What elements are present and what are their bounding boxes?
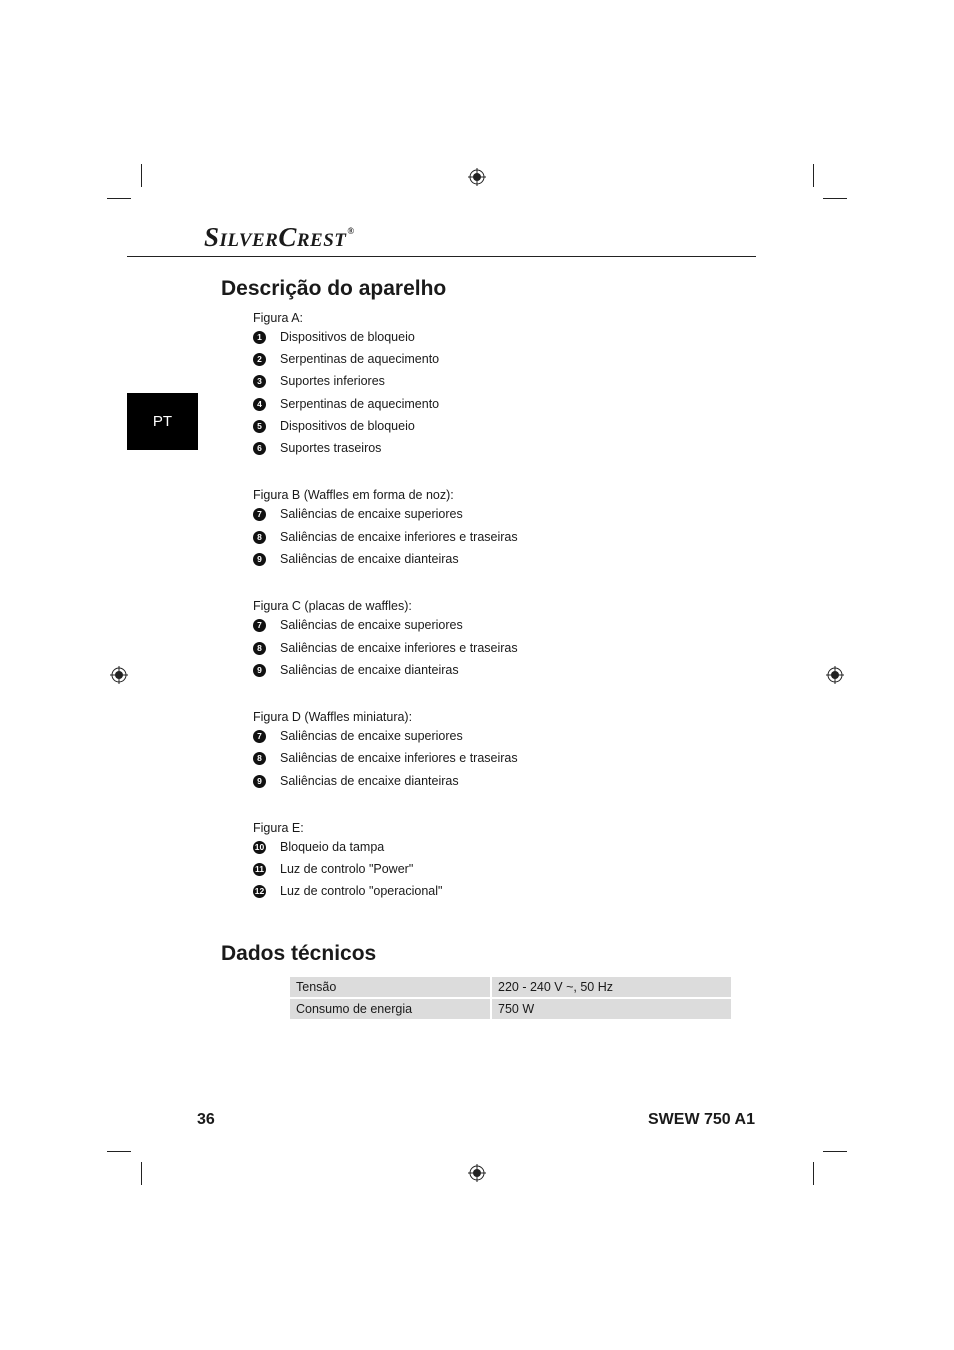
list-item: 7 Saliências de encaixe superiores <box>253 617 266 633</box>
table-row <box>290 977 731 997</box>
table-cell: Tensão <box>290 977 492 997</box>
spec-table <box>290 975 731 1021</box>
list-item: 7 Saliências de encaixe superiores <box>253 506 266 522</box>
crop-mark <box>823 198 847 199</box>
section-title: Dados técnicos <box>221 942 377 965</box>
crop-mark <box>107 1151 131 1152</box>
number-badge: 8 <box>253 752 266 765</box>
list-item: 7 Saliências de encaixe superiores <box>253 728 266 744</box>
list-item: 12 Luz de controlo "operacional" <box>254 884 443 898</box>
number-badge: 1 <box>253 331 266 344</box>
figure-label: Figura C (placas de waffles): <box>253 599 412 613</box>
number-badge: 4 <box>253 398 266 411</box>
number-badge: 11 <box>255 863 264 874</box>
crop-mark <box>813 164 814 187</box>
registration-mark-icon <box>468 168 486 186</box>
crop-mark <box>141 164 142 187</box>
list-item: 3 Suportes inferiores <box>253 373 266 389</box>
registration-mark-icon <box>110 666 128 684</box>
figure-label: Figura E: <box>253 821 304 835</box>
list-item: 8 Saliências de encaixe inferiores e traseiras <box>253 640 266 656</box>
list-item: 4 Serpentinas de aquecimento <box>253 396 266 412</box>
list-item: 5 Dispositivos de bloqueio <box>253 418 266 434</box>
list-item: 9 Saliências de encaixe dianteiras <box>253 551 266 567</box>
number-badge: 5 <box>253 420 266 433</box>
table-cell: 750 W <box>492 999 731 1019</box>
table-cell: Consumo de energia <box>290 999 492 1019</box>
list-item: 6 Suportes traseiros <box>253 440 266 456</box>
list-item: 10 Bloqueio da tampa <box>254 840 385 854</box>
figure-label: Figura D (Waffles miniatura): <box>253 710 413 724</box>
figure-label: Figura B (Waffles em forma de noz): <box>253 488 454 502</box>
list-item: 9 Saliências de encaixe dianteiras <box>253 773 266 789</box>
number-badge: 8 <box>253 531 266 544</box>
registration-mark-icon <box>826 666 844 684</box>
registration-mark-icon <box>468 1164 486 1182</box>
number-badge: 9 <box>253 664 266 677</box>
list-item: 8 Saliências de encaixe inferiores e traseiras <box>253 750 266 766</box>
number-badge: 7 <box>253 508 266 521</box>
page-number: 36 <box>197 1111 215 1128</box>
list-item: 11 Luz de controlo "Power" <box>255 862 414 876</box>
figure-label: Figura A: <box>253 311 304 325</box>
number-badge: 8 <box>253 642 266 655</box>
number-badge: 9 <box>253 775 266 788</box>
crop-mark <box>141 1162 142 1185</box>
list-item: 2 Serpentinas de aquecimento <box>253 351 266 367</box>
crop-mark <box>107 198 131 199</box>
section-title: Descrição do aparelho <box>221 277 447 300</box>
list-item: 8 Saliências de encaixe inferiores e traseiras <box>253 529 266 545</box>
number-badge: 9 <box>253 553 266 566</box>
language-tab: PT <box>127 393 198 450</box>
list-item: 1 Dispositivos de bloqueio <box>253 329 266 345</box>
header-rule <box>127 256 756 257</box>
model-number: SWEW 750 A1 <box>648 1111 755 1128</box>
table-row <box>290 999 731 1019</box>
table-cell: 220 - 240 V ~, 50 Hz <box>492 977 731 997</box>
crop-mark <box>813 1162 814 1185</box>
number-badge: 12 <box>254 885 265 896</box>
brand-logo: SILVERCREST® <box>204 222 355 252</box>
number-badge: 2 <box>253 353 266 366</box>
number-badge: 3 <box>253 375 266 388</box>
crop-mark <box>823 1151 847 1152</box>
list-item: 9 Saliências de encaixe dianteiras <box>253 662 266 678</box>
number-badge: 7 <box>253 730 266 743</box>
number-badge: 6 <box>253 442 266 455</box>
number-badge: 7 <box>253 619 266 632</box>
number-badge: 10 <box>254 841 265 852</box>
